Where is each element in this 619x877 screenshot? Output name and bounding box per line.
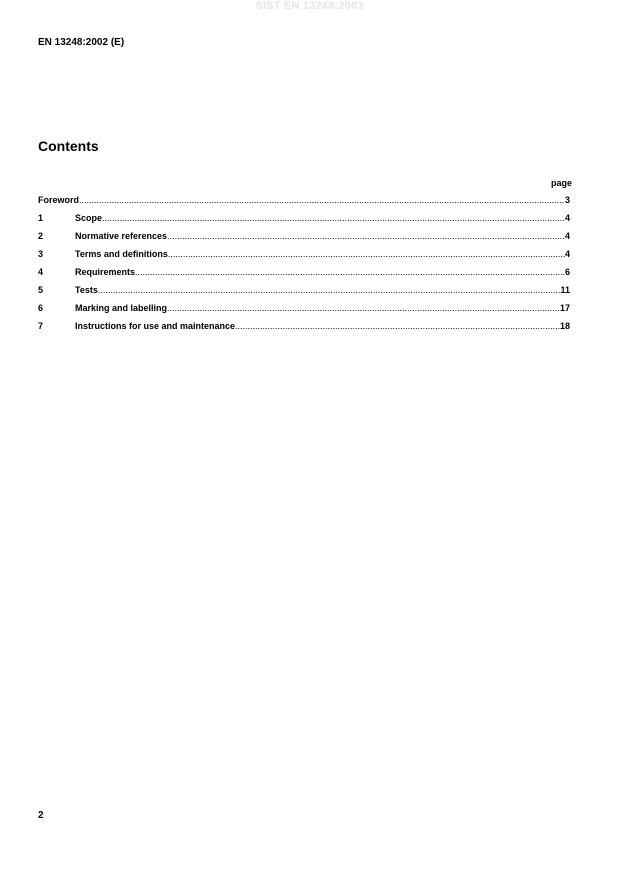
dot-leader xyxy=(235,321,560,331)
toc-entry-title: Scope xyxy=(75,213,103,223)
table-of-contents xyxy=(38,195,570,339)
toc-entry-page: 11 xyxy=(560,285,570,295)
toc-entry-tests[interactable] xyxy=(38,285,570,303)
toc-entry-number: 5 xyxy=(38,285,44,295)
toc-entry-title: Instructions for use and maintenance xyxy=(75,321,236,331)
toc-entry-number: 7 xyxy=(38,321,44,331)
toc-entry-title: Tests xyxy=(75,285,98,295)
toc-entry-page: 17 xyxy=(559,303,570,313)
toc-entry-foreword[interactable] xyxy=(38,195,570,213)
toc-entry-page: 4 xyxy=(564,213,570,223)
dot-leader xyxy=(167,303,560,313)
dot-leader xyxy=(168,249,565,259)
toc-entry-page: 4 xyxy=(564,249,570,259)
toc-entry-number: 4 xyxy=(38,267,44,277)
toc-entry-number: 2 xyxy=(38,231,44,241)
dot-leader xyxy=(135,267,565,277)
toc-entry-normative-references[interactable] xyxy=(38,231,570,249)
toc-entry-page: 18 xyxy=(559,321,570,331)
dot-leader xyxy=(102,213,565,223)
toc-entry-title: Normative references xyxy=(75,231,168,241)
toc-entry-terms-and-definitions[interactable] xyxy=(38,249,570,267)
toc-entry-title: Foreword xyxy=(38,195,80,205)
toc-entry-number: 1 xyxy=(38,213,44,223)
page-column-label: page xyxy=(550,178,572,188)
toc-entry-page: 4 xyxy=(564,231,570,241)
toc-entry-number: 6 xyxy=(38,303,44,313)
toc-entry-number: 3 xyxy=(38,249,44,259)
watermark: SIST EN 13248:2003 xyxy=(255,0,364,12)
page-number: 2 xyxy=(38,810,44,821)
toc-entry-scope[interactable] xyxy=(38,213,570,231)
toc-entry-marking-and-labelling[interactable] xyxy=(38,303,570,321)
toc-entry-requirements[interactable] xyxy=(38,267,570,285)
toc-entry-page: 3 xyxy=(564,195,570,205)
toc-entry-title: Requirements xyxy=(75,267,136,277)
toc-entry-title: Marking and labelling xyxy=(75,303,168,313)
contents-heading: Contents xyxy=(38,138,99,154)
toc-entry-title: Terms and definitions xyxy=(75,249,168,259)
toc-entry-page: 6 xyxy=(564,267,570,277)
toc-entry-instructions-for-use[interactable] xyxy=(38,321,570,339)
dot-leader xyxy=(167,231,565,241)
document-id: EN 13248:2002 (E) xyxy=(38,37,125,48)
dot-leader xyxy=(79,195,565,205)
dot-leader xyxy=(98,285,561,295)
